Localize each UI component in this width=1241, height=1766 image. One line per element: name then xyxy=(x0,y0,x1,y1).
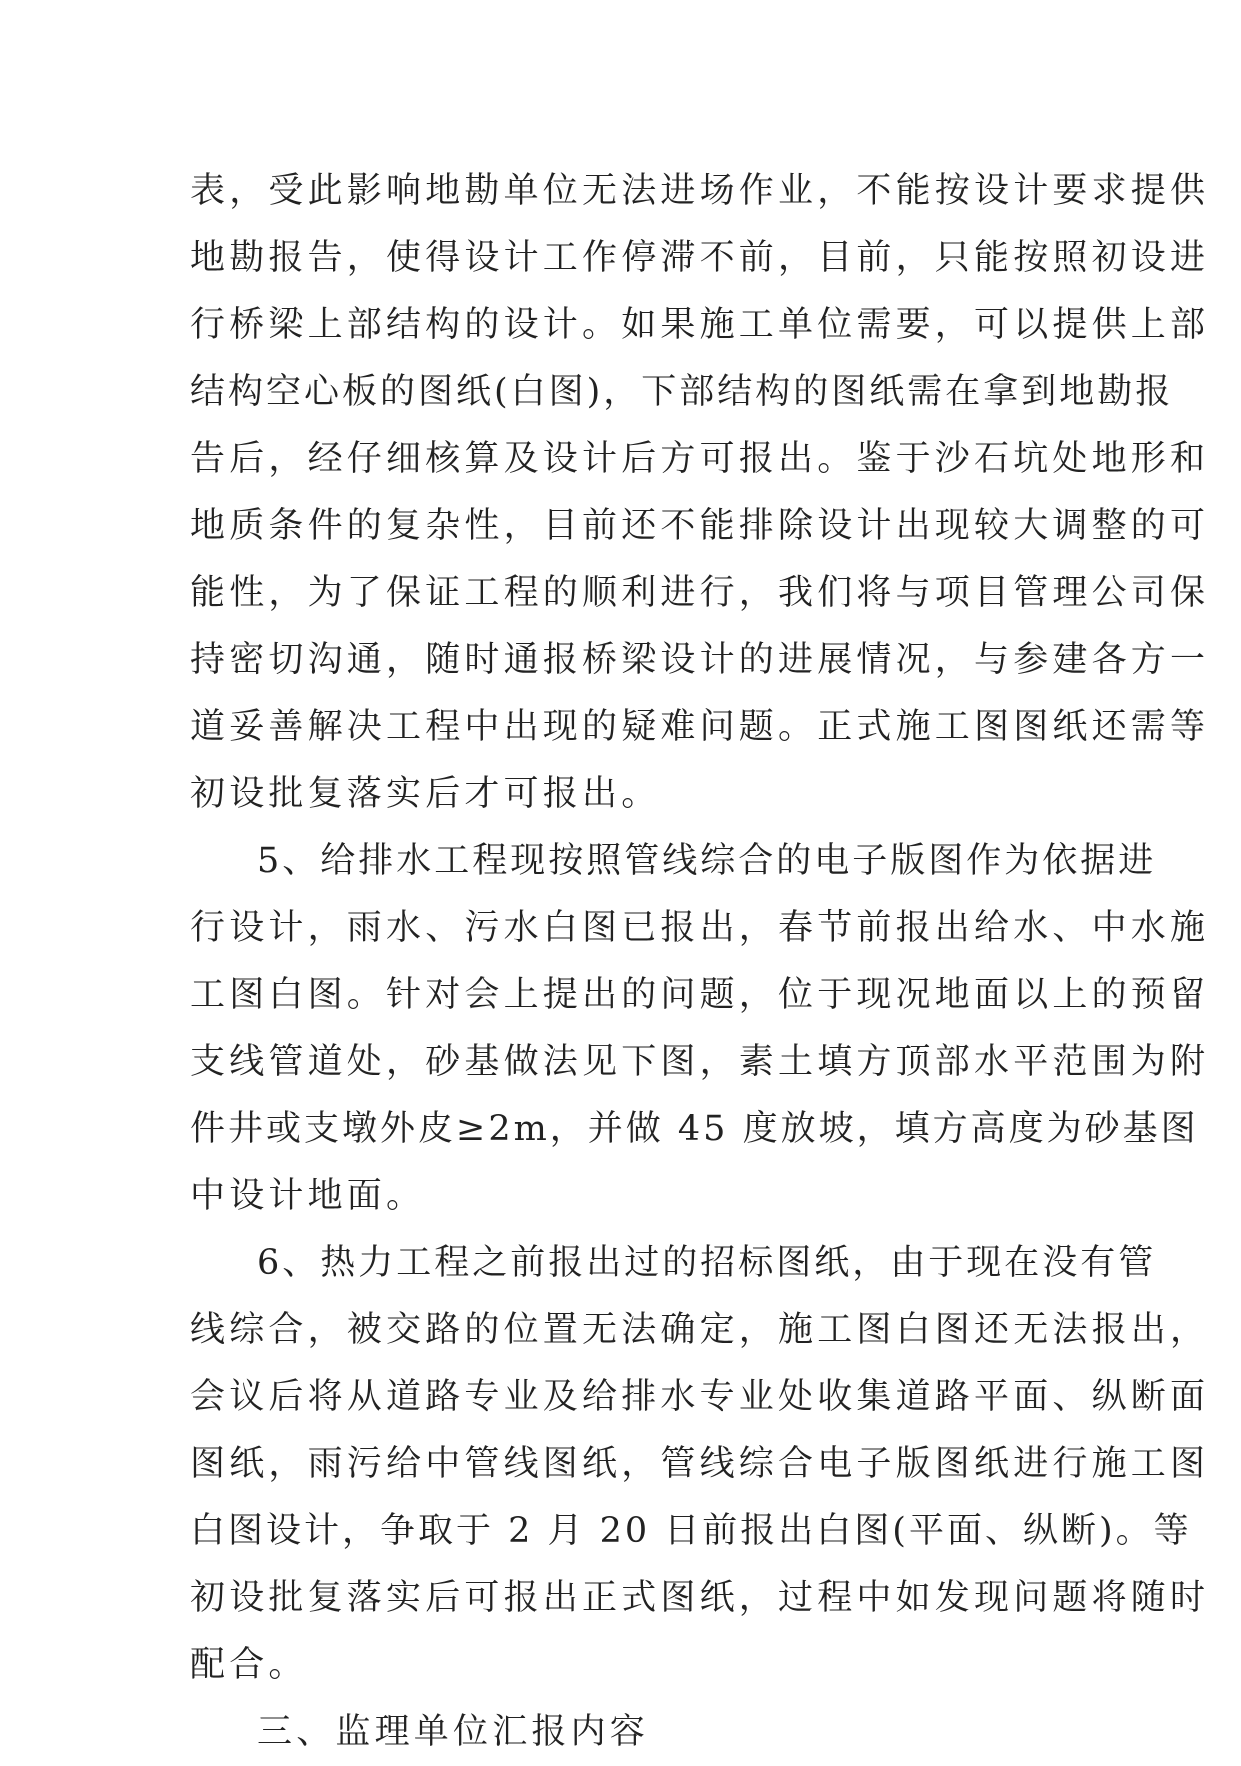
text-line: 能性，为了保证工程的顺利进行，我们将与项目管理公司保 xyxy=(190,573,1210,613)
text-line: 结构空心板的图纸(白图)，下部结构的图纸需在拿到地勘报 xyxy=(190,372,1174,412)
document-body xyxy=(190,158,1210,1766)
text-line: 白图设计，争取于 2 月 20 日前报出白图(平面、纵断)。等 xyxy=(190,1511,1192,1551)
text-line: 告后，经仔细核算及设计后方可报出。鉴于沙石坑处地形和 xyxy=(190,439,1210,479)
text-line: 地质条件的复杂性，目前还不能排除设计出现较大调整的可 xyxy=(190,506,1210,546)
text-line: 中设计地面。 xyxy=(190,1176,426,1216)
text-line: 地勘报告，使得设计工作停滞不前，目前，只能按照初设进 xyxy=(190,238,1210,278)
text-line: 配合。 xyxy=(190,1645,308,1685)
text-line: 行设计，雨水、污水白图已报出，春节前报出给水、中水施 xyxy=(190,908,1210,948)
text-line: 图纸，雨污给中管线图纸，管线综合电子版图纸进行施工图 xyxy=(190,1444,1210,1484)
text-line: 表，受此影响地勘单位无法进场作业，不能按设计要求提供 xyxy=(190,171,1210,211)
paragraph-6-start: 6、热力工程之前报出过的招标图纸，由于现在没有管 xyxy=(257,1243,1157,1283)
text-line: 支线管道处，砂基做法见下图，素土填方顶部水平范围为附 xyxy=(190,1042,1210,1082)
text-line: 行桥梁上部结构的设计。如果施工单位需要，可以提供上部 xyxy=(190,305,1210,345)
text-line: 工图白图。针对会上提出的问题，位于现况地面以上的预留 xyxy=(190,975,1210,1015)
text-line: 线综合，被交路的位置无法确定，施工图白图还无法报出， xyxy=(190,1310,1210,1350)
text-line: 初设批复落实后可报出正式图纸，过程中如发现问题将随时 xyxy=(190,1578,1210,1618)
section-heading: 三、监理单位汇报内容 xyxy=(257,1712,650,1752)
paragraph-5-start: 5、给排水工程现按照管线综合的电子版图作为依据进 xyxy=(257,841,1157,881)
text-line: 初设批复落实后才可报出。 xyxy=(190,774,661,814)
text-line: 会议后将从道路专业及给排水专业处收集道路平面、纵断面 xyxy=(190,1377,1210,1417)
text-line: 持密切沟通，随时通报桥梁设计的进展情况，与参建各方一 xyxy=(190,640,1210,680)
text-line: 道妥善解决工程中出现的疑难问题。正式施工图图纸还需等 xyxy=(190,707,1210,747)
text-line: 件井或支墩外皮≥2m，并做 45 度放坡，填方高度为砂基图 xyxy=(190,1109,1199,1149)
